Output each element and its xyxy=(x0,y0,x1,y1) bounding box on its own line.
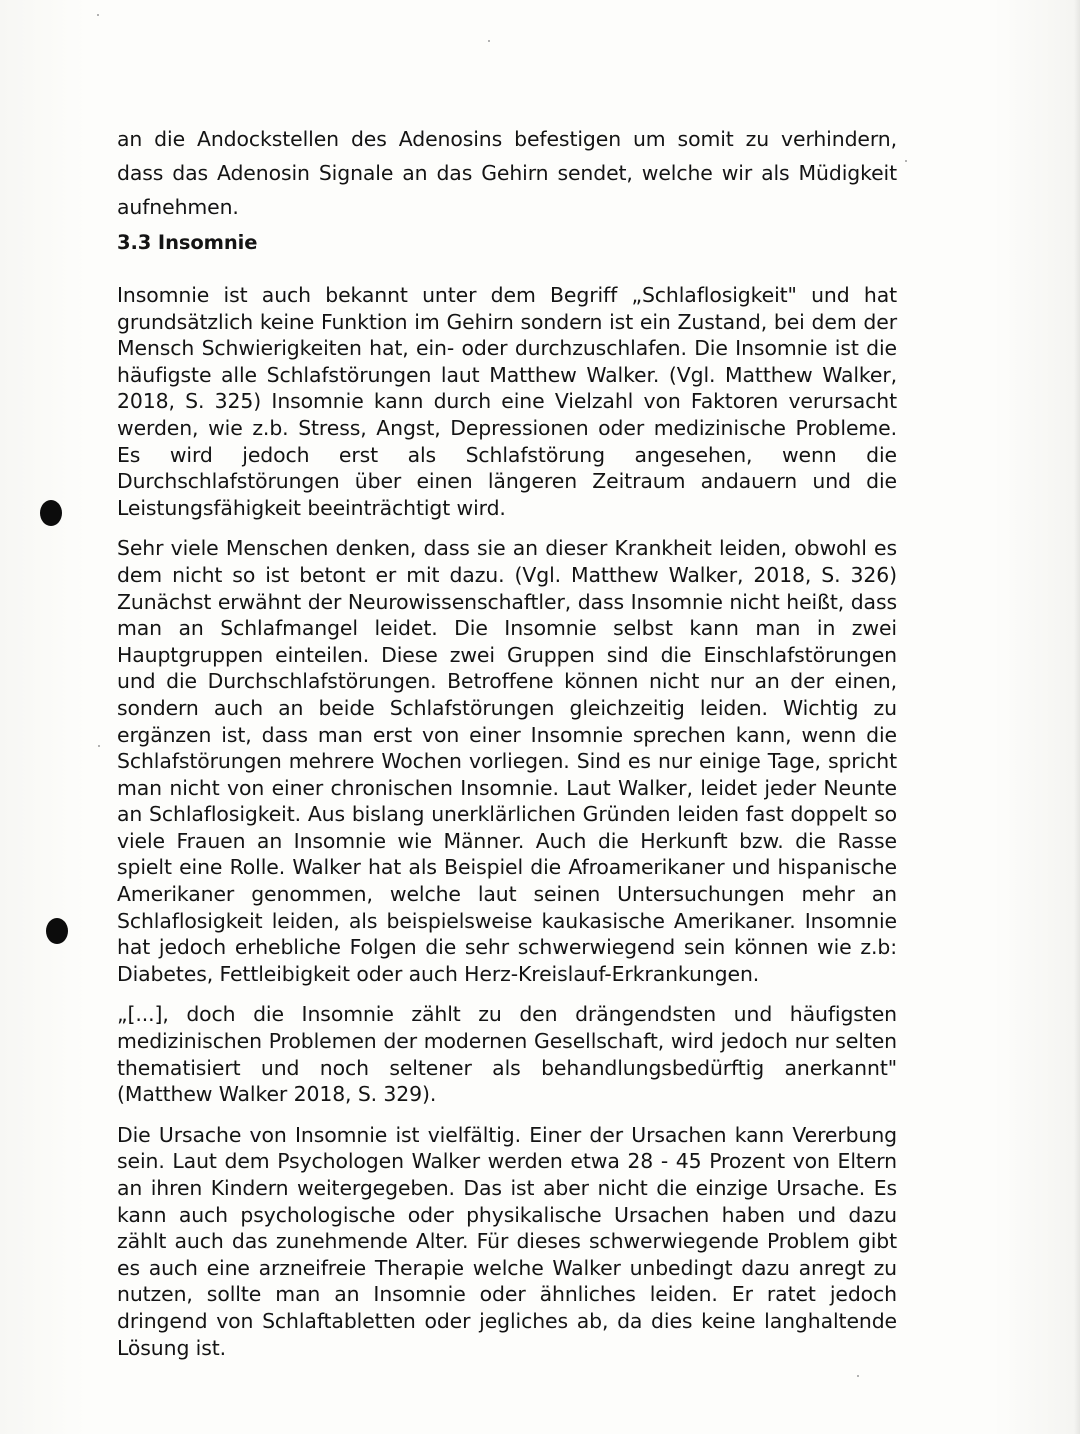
scan-speck xyxy=(97,14,99,16)
punch-hole-upper xyxy=(40,500,62,526)
scan-speck xyxy=(98,745,100,747)
paragraph-definition: Insomnie ist auch bekannt unter dem Begriff „Schlaflosigkeit" und hat grundsätzlich keine Funktion im Gehirn sondern ist ein Zustand, bei dem der Mensch Schwierigkeiten hat, ein- oder durchzuschlafen. Die Insomnie ist die häufigste alle Schlafstörungen laut Matthew Walker. (Vgl. Matthew Walker, 2018, S. 325) Insomnie kann durch eine Vielzahl von Faktoren verursacht werden, wie z.b. Stress, Angst, Depressionen oder medizinische Probleme. Es wird jedoch erst als Schlafstörung angesehen, wenn die Durchschlafstörungen über einen längeren Zeitraum andauern und die Leistungsfähigkeit beeinträchtigt wird. xyxy=(117,283,897,520)
scan-edge-shadow xyxy=(1074,0,1080,1434)
paragraph-quote: „[...], doch die Insomnie zählt zu den drängendsten und häufigsten medizinischen Problemen der modernen Gesellschaft, wird jedoch nur selten thematisiert und noch seltener als behandlungsbedürftig anerkannt" (Matthew Walker 2018, S. 329). xyxy=(117,1002,897,1107)
punch-hole-lower xyxy=(46,918,68,944)
scan-speck xyxy=(905,160,907,162)
scan-speck xyxy=(488,40,490,42)
document-body xyxy=(117,122,897,1361)
scan-speck xyxy=(857,1375,859,1377)
paragraph-causes: Die Ursache von Insomnie ist vielfältig. Einer der Ursachen kann Vererbung sein. Laut dem Psychologen Walker werden etwa 28 - 45 Prozent von Eltern an ihren Kindern weitergegeben. Das ist aber nicht die einzige Ursache. Es kann auch psychologische oder physikalische Ursachen haben und dazu zählt auch das zunehmende Alter. Für dieses schwerwiegende Problem gibt es auch eine arzneifreie Therapie welche Walker unbedingt dazu anregt zu nutzen, sollte man an Insomnie oder ähnliches leiden. Er ratet jedoch dringend von Schlaftabletten oder jegliches ab, da dies keine langhaltende Lösung ist. xyxy=(117,1122,897,1360)
paragraph-prevalence: Sehr viele Menschen denken, dass sie an dieser Krankheit leiden, obwohl es dem nicht so ist betont er mit dazu. (Vgl. Matthew Walker, 2018, S. 326) Zunächst erwähnt der Neurowissenschaftler, dass Insomnie nicht heißt, dass man an Schlafmangel leidet. Die Insomnie selbst kann man in zwei Hauptgruppen einteilen. Diese zwei Gruppen sind die Einschlafstörungen und die Durchschlafstörungen. Betroffene können nicht nur an der einen, sondern auch an beide Schlafstörungen gleichzeitig leiden. Wichtig zu ergänzen ist, dass man erst von einer Insomnie sprechen kann, wenn die Schlafstörungen mehrere Wochen vorliegen. Sind es nur einige Tage, spricht man nicht von einer chronischen Insomnie. Laut Walker, leidet jeder Neunte an Schlaflosigkeit. Aus bislang unerklärlichen Gründen leiden fast doppelt so viele Frauen an Insomnie wie Männer. Auch die Herkunft bzw. die Rasse spielt eine Rolle. Walker hat als Beispiel die Afroamerikaner und hispanische Amerikaner genommen, welche laut seinen Untersuchungen mehr an Schlaflosigkeit leiden, als beispielsweise kaukasische Amerikaner. Insomnie hat jedoch erhebliche Folgen die sehr schwerwiegend sein können wie z.b: Diabetes, Fettleibigkeit oder auch Herz-Kreislauf-Erkrankungen. xyxy=(117,536,897,986)
intro-paragraph: an die Andockstellen des Adenosins befestigen um somit zu verhindern, dass das Adenosin Signale an das Gehirn sendet, welche wir als Müdigkeit aufnehmen. xyxy=(117,127,897,219)
section-heading: 3.3 Insomnie xyxy=(117,231,258,254)
